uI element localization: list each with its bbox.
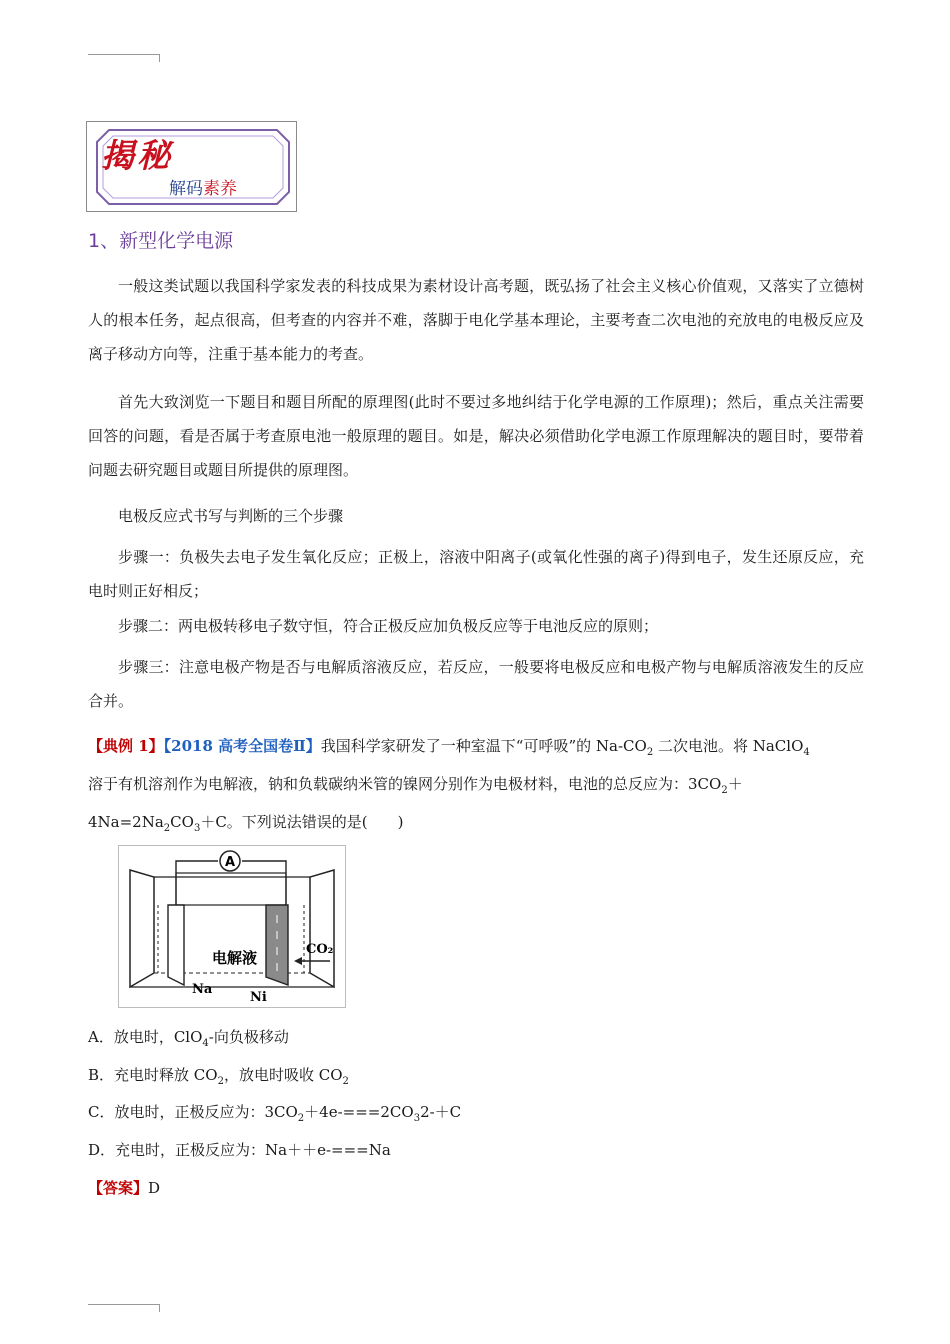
section-logo bbox=[86, 121, 297, 212]
option-c: C．放电时，正极反应为：$3CO_2+4e-===2CO_32-+C$ bbox=[88, 1103, 462, 1124]
option-a: A．放电时，ClO$_4$-向负极移动 bbox=[88, 1028, 289, 1049]
example-line-1: 【典例 1】【2018 高考全国卷Ⅱ】我国科学家研发了一种室温下“可呼吸”的 $Na-CO_2$ 二次电池。将 NaClO$_4$ bbox=[88, 737, 810, 758]
option-b: B．充电时释放 $CO_2$，放电时吸收 $CO_2$ bbox=[88, 1066, 349, 1087]
steps-title: 电极反应式书写与判断的三个步骤 bbox=[118, 507, 344, 525]
example-line-2: 溶于有机溶剂作为电解液，钠和负载碳纳米管的镍网分别作为电极材料，电池的总反应为：$3CO_2+$ bbox=[88, 775, 743, 796]
section-heading: 1、新型化学电源 bbox=[88, 230, 234, 252]
corner-mark-top bbox=[88, 54, 160, 55]
corner-mark-bottom bbox=[88, 1304, 160, 1305]
paragraph-1: 一般这类试题以我国科学家发表的科技成果为素材设计高考题，既弘扬了社会主义核心价值观，又落实了立德树人的根本任务，起点很高，但考查的内容并不难，落脚于电化学基本理论，主要考查二次电池的充放电的电极反应及离子移动方向等，注重于基本能力的考查。 bbox=[88, 277, 864, 363]
logo-subtitle: 解码素养 bbox=[169, 179, 237, 199]
gas-label: CO₂ bbox=[306, 942, 334, 957]
step-1: 步骤一：负极失去电子发生氧化反应；正极上，溶液中阳离子(或氧化性强的离子)得到电子，发生还原反应，充电时则正好相反； bbox=[88, 548, 864, 600]
na-label: Na bbox=[192, 982, 213, 997]
step-2: 步骤二：两电极转移电子数守恒，符合正极反应加负极反应等于电池反应的原则； bbox=[118, 617, 659, 635]
example-line-3: $4Na=2Na_2CO_3+C$。下列说法错误的是( ) bbox=[88, 813, 404, 834]
answer: 【答案】D bbox=[88, 1179, 161, 1197]
paragraph-2: 首先大致浏览一下题目和题目所配的原理图(此时不要过多地纠结于化学电源的工作原理)；然后，重点关注需要回答的问题，看是否属于考查原电池一般原理的题目。如是，解决必须借助化学电源工作原理解决的题目时，要带着问题去研究题目或题目所提供的原理图。 bbox=[88, 393, 864, 479]
step-3: 步骤三：注意电极产物是否与电解质溶液反应，若反应，一般要将电极反应和电极产物与电解质溶液发生的反应合并。 bbox=[88, 658, 864, 710]
logo-title: 揭秘 bbox=[101, 136, 173, 175]
ni-label: Ni bbox=[250, 990, 267, 1005]
electrolyte-label: 电解液 bbox=[212, 949, 258, 967]
battery-diagram bbox=[118, 845, 346, 1008]
na-electrode bbox=[168, 905, 184, 985]
option-d: D．充电时，正极反应为：Na＋＋e-===Na bbox=[88, 1141, 391, 1159]
meter-label: A bbox=[224, 855, 236, 870]
